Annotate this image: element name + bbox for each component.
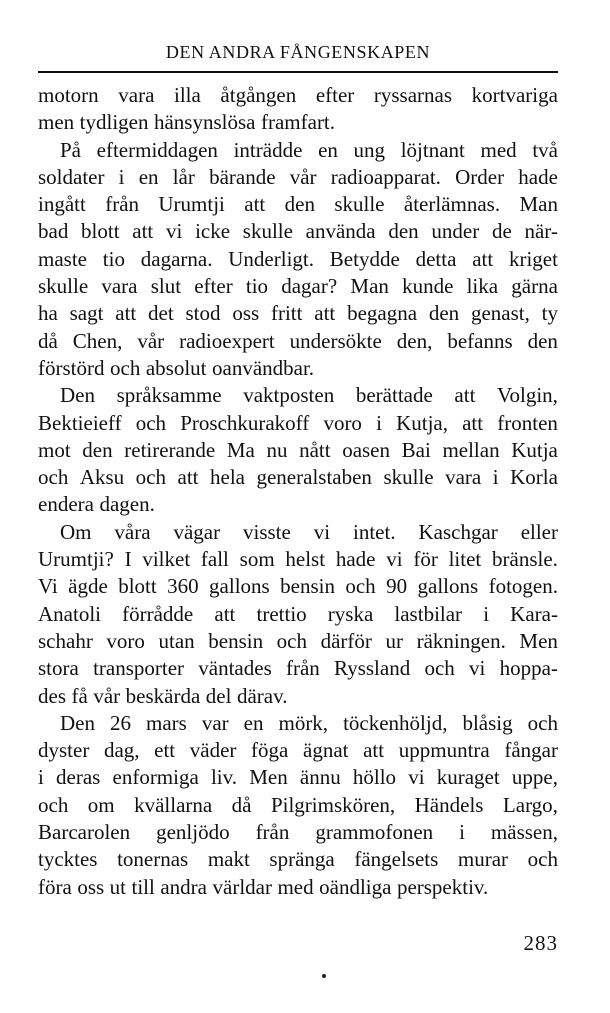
text-line: des få vår beskärda del därav. <box>38 683 288 708</box>
text-line: skulle vara slut efter tio dagar? Man kunde lika gärna <box>38 274 558 299</box>
printer-mark <box>322 974 326 978</box>
text-line: tycktes tonernas makt spränga fängelsets murar och <box>38 847 558 872</box>
text-line: schahr voro utan bensin och därför ur räkningen. Men <box>38 628 558 653</box>
paragraph <box>38 710 558 901</box>
text-line: endera dagen. <box>38 492 155 517</box>
text-line: Bektieieff och Proschkurakoff voro i Kutja, att fronten <box>38 410 558 435</box>
text-line: maste tio dagarna. Underligt. Betydde detta att kriget <box>38 246 558 271</box>
header-rule <box>38 71 558 73</box>
text-line: men tydligen hänsynslösa framfart. <box>38 110 336 135</box>
text-line: i deras enformiga liv. Men ännu höllo vi kuraget uppe, <box>38 765 558 790</box>
text-line: bad blott att vi icke skulle använda den under de när- <box>38 219 558 244</box>
text-line: Vi ägde blott 360 gallons bensin och 90 gallons fotogen. <box>38 574 558 599</box>
text-line: föra oss ut till andra världar med oändliga perspektiv. <box>38 874 489 899</box>
page-number: 283 <box>523 931 558 955</box>
text-line: Barcarolen genljödo från grammofonen i mässen, <box>38 820 558 845</box>
text-line: motorn vara illa åtgången efter ryssarnas kortvariga <box>38 83 558 107</box>
text-line: förstörd och absolut oanvändbar. <box>38 355 315 380</box>
text-line: och Aksu och att hela generalstaben skulle vara i Korla <box>38 465 558 490</box>
text-line: Urumtji? I vilket fall som helst hade vi för litet bränsle. <box>38 547 558 572</box>
running-head: DEN ANDRA FÅNGENSKAPEN <box>165 42 431 62</box>
paragraph <box>38 82 558 137</box>
text-line: och om kvällarna då Pilgrimskören, Händels Largo, <box>38 792 558 817</box>
text-line: mot den retirerande Ma nu nått oasen Bai mellan Kutja <box>38 437 558 462</box>
text-line: Den språksamme vaktposten berättade att Volgin, <box>60 383 558 408</box>
text-line: Den 26 mars var en mörk, töckenhöljd, blåsig och <box>60 710 558 735</box>
text-line: ingått från Urumtji att den skulle återlämnas. Man <box>38 192 558 217</box>
text-line: soldater i en lår bärande vår radioapparat. Order hade <box>38 164 558 189</box>
text-line: stora transporter väntades från Ryssland och vi hoppa- <box>38 656 558 681</box>
body-text <box>38 82 558 901</box>
text-line: Om våra vägar visste vi intet. Kaschgar eller <box>60 519 558 544</box>
text-line: På eftermiddagen inträdde en ung löjtnant med två <box>60 137 558 162</box>
text-line: Anatoli förrådde att trettio ryska lastbilar i Kara- <box>38 601 558 626</box>
paragraph <box>38 137 558 383</box>
text-line: då Chen, vår radioexpert undersökte den, befanns den <box>38 328 558 353</box>
paragraph <box>38 382 558 518</box>
text-line: ha sagt att det stod oss fritt att begagna den genast, ty <box>38 301 558 326</box>
text-line: dyster dag, ett väder föga ägnat att uppmuntra fångar <box>38 738 558 763</box>
paragraph <box>38 519 558 710</box>
